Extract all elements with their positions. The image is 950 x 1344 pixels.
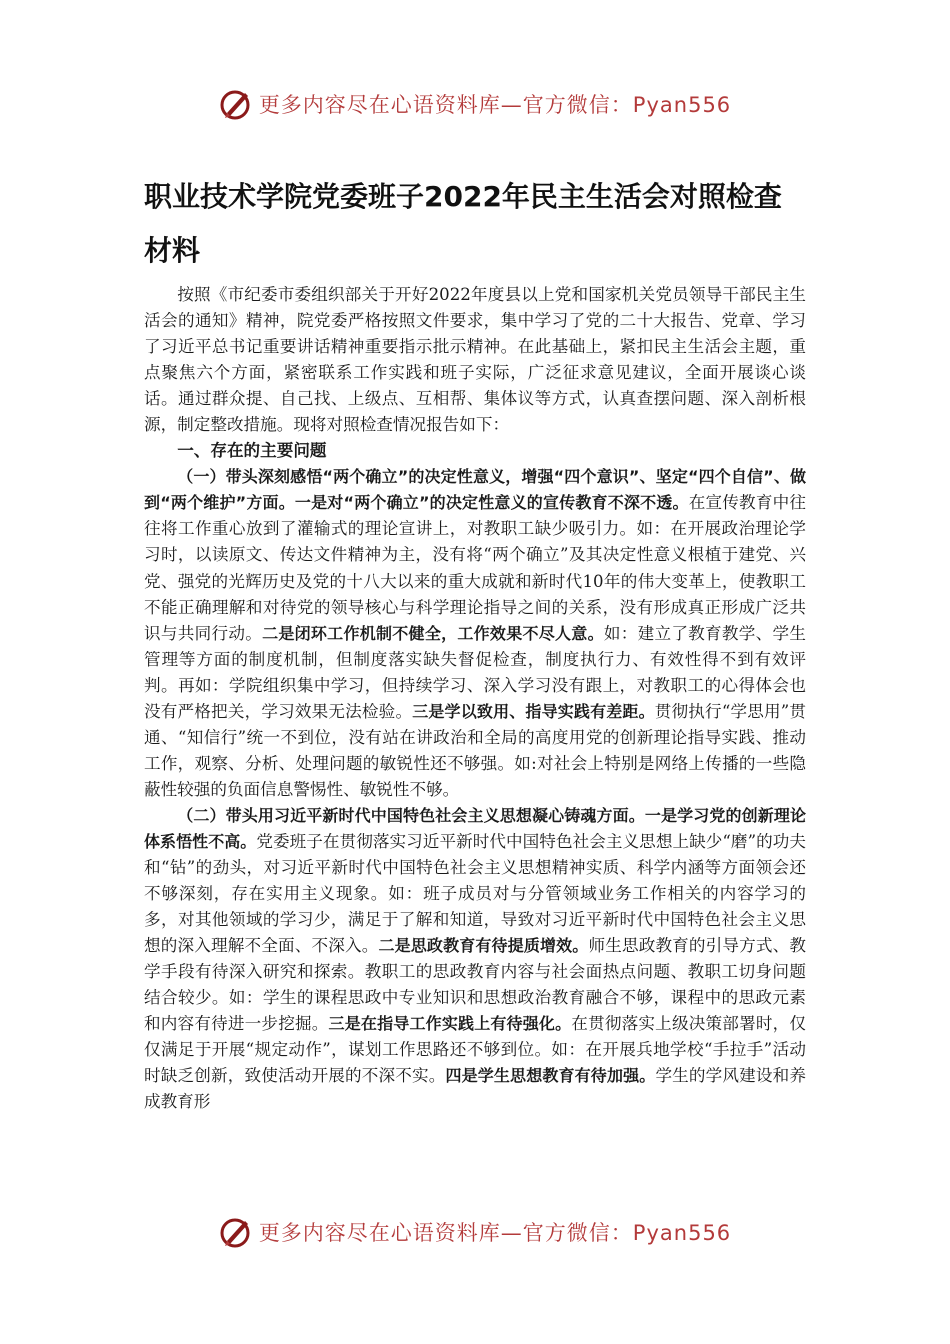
document-body: [144, 282, 806, 1116]
p2-text-1: 党委班子在贯彻落实习近平新时代中国特色社会主义思想上缺少“磨”的功夫和“钻”的劲头，对习近平新时代中国特色社会主义思想精神实质、科学内涵等方面领会还不够深刻，存在实用主义现象。如：班子成员对与分管领域业务工作相关的内容学习的多，对其他领域的学习少，满足于了解和知道，导致对习近平新时代中国特色社会主义思想的深入理解不全面、不深入。: [144, 831, 806, 956]
pen-logo-icon: [219, 1215, 253, 1249]
p1-text-3: 贯彻执行“学思用”贯通、“知信行”统一不到位，没有站在讲政治和全局的高度用党的创新理论指导实践、推动工作，观察、分析、处理问题的敏锐性还不够强。如:对社会上特别是网络上传播的一些隐蔽性较强的负面信息警惕性、敏锐性不够。: [144, 701, 807, 799]
header-banner: [0, 84, 950, 124]
p1-text-2: 如：建立了教育教学、学生管理等方面的制度机制，但制度落实缺失督促检查，制度执行力、有效性得不到有效评判。再如：学院组织集中学习，但持续学习、深入学习没有跟上，对教职工的心得体会也没有严格把关，学习效果无法检验。: [144, 623, 806, 721]
p1-bold-1: 一是对“两个确立”的决定性意义的宣传教育不深不透。: [294, 493, 689, 513]
section-heading: 一、存在的主要问题: [177, 441, 327, 461]
page-title: 职业技术学院党委班子2022年民主生活会对照检查材料: [144, 180, 782, 267]
paragraph-1: [144, 464, 806, 803]
p2-text-2: 师生思政教育的引导方式、教学手段有待深入研究和探索。教职工的思政教育内容与社会面热点问题、教职工切身问题结合较少。如：学生的课程思政中专业知识和思想政治教育融合不够，课程中的思政元素和内容有待进一步挖掘。: [144, 936, 807, 1034]
p1-text-1: 在宣传教育中往往将工作重心放到了灌输式的理论宣讲上，对教职工缺少吸引力。如：在开展政治理论学习时，以读原文、传达文件精神为主，没有将“两个确立”及其决定性意义根植于建党、兴党、强党的光辉历史及党的十八大以来的重大成就和新时代10年的伟大变革上，使教职工不能正确理解和对待党的领导核心与科学理论指导之间的关系，没有形成真正形成广泛共识与共同行动。: [144, 493, 806, 643]
p2-text-4: 学生的学风建设和养成教育形: [144, 1066, 807, 1112]
pen-logo-icon: [219, 87, 253, 121]
p2-bold-3: 三是在指导工作实践上有待强化。: [328, 1014, 572, 1034]
banner-text: 更多内容尽在心语资料库—官方微信：Pyan556: [258, 1221, 732, 1245]
banner-text: 更多内容尽在心语资料库—官方微信：Pyan556: [258, 93, 732, 117]
p2-text-3: 在贯彻落实上级决策部署时，仅仅满足于开展“规定动作”，谋划工作思路还不够到位。如：在开展兵地学校“手拉手”活动时缺乏创新，致使活动开展的不深不实。: [144, 1014, 806, 1086]
p2-heading: （二）带头用习近平新时代中国特色社会主义思想凝心铸魂方面。: [177, 805, 645, 825]
footer-banner: [0, 1212, 950, 1252]
p1-bold-2: 二是闭环工作机制不健全，工作效果不尽人意。: [262, 623, 604, 643]
paragraph-2: [144, 803, 806, 1116]
p2-bold-2: 二是思政教育有待提质增效。: [378, 936, 589, 956]
intro-paragraph: 按照《市纪委市委组织部关于开好2022年度县以上党和国家机关党员领导干部民主生活会的通知》精神，院党委严格按照文件要求，集中学习了党的二十大报告、党章、学习了习近平总书记重要讲话精神重要指示批示精神。在此基础上，紧扣民主生活会主题，重点聚焦六个方面，紧密联系工作实践和班子实际，广泛征求意见建议，全面开展谈心谈话。通过群众提、自己找、上级点、互相帮、集体议等方式，认真查摆问题、深入剖析根源，制定整改措施。现将对照检查情况报告如下：: [144, 285, 806, 435]
p1-heading: （一）带头深刻感悟“两个确立”的决定性意义，增强“四个意识”、坚定“四个自信”、做到“两个维护”方面。: [144, 467, 806, 513]
p2-bold-4: 四是学生思想教育有待加强。: [445, 1066, 656, 1086]
p2-bold-1: 一是学习党的创新理论体系悟性不高。: [144, 805, 806, 851]
p1-bold-3: 三是学以致用、指导实践有差距。: [412, 701, 655, 721]
